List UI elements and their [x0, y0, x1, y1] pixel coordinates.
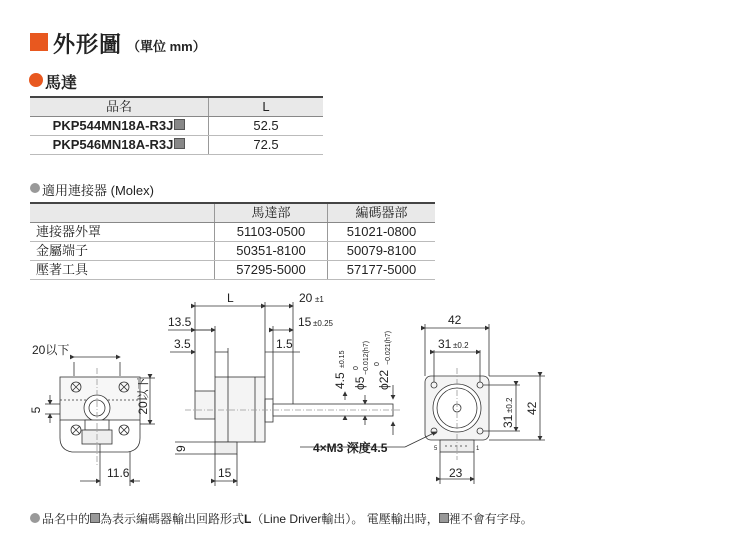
- table-cell: 連接器外罩: [30, 223, 215, 242]
- dim-label: 20以下: [136, 377, 150, 415]
- page-title: 外形圖: [53, 32, 123, 57]
- placeholder-square-icon: [174, 138, 185, 149]
- dim-label: 4.5: [333, 372, 347, 389]
- footnote-text: 品名中的: [42, 512, 91, 526]
- connector-heading: 適用連接器 (Molex): [42, 183, 154, 198]
- dim-tol: ±1: [315, 295, 324, 304]
- table-cell: 51021-0800: [328, 223, 436, 242]
- placeholder-square-icon: [439, 513, 449, 523]
- dim-label: 9: [174, 445, 188, 452]
- screw-note: 4×M3 深度4.5: [313, 441, 388, 455]
- dim-label: 15: [218, 466, 232, 480]
- table-cell: 57177-5000: [328, 261, 436, 280]
- table-cell: 金屬端子: [30, 242, 215, 261]
- table-cell: 52.5: [209, 117, 324, 136]
- dim-tol: −0.021(h7): [385, 330, 392, 365]
- dim-label: 3.5: [174, 337, 191, 351]
- pin-label: 1: [476, 446, 480, 452]
- footnote-bold: L: [244, 512, 252, 526]
- bullet-icon: [29, 73, 43, 87]
- dim-tol: ±0.15: [339, 350, 346, 368]
- dim-tol: 0: [353, 366, 360, 370]
- dim-tol: 0: [374, 362, 381, 366]
- dim-label: ϕ22: [377, 369, 391, 390]
- motor-table: [30, 96, 323, 155]
- table-cell: 50079-8100: [328, 242, 436, 261]
- dim-label: 13.5: [168, 315, 192, 329]
- dim-label: 11.6: [107, 466, 130, 480]
- dim-label: 20: [299, 291, 313, 305]
- title-marker: [30, 33, 48, 51]
- dim-label: 31: [438, 337, 452, 351]
- dim-label: 42: [448, 313, 462, 327]
- placeholder-square-icon: [90, 513, 100, 523]
- placeholder-square-icon: [174, 119, 185, 130]
- table-row: [30, 261, 435, 280]
- footnote: [42, 510, 533, 527]
- unit-label: （單位 mm）: [127, 39, 206, 54]
- table-row: [30, 242, 435, 261]
- table-row: [30, 223, 435, 242]
- dim-label: 1.5: [276, 337, 293, 351]
- encoder-front-view: [45, 357, 155, 486]
- dim-label: 23: [449, 466, 463, 480]
- column-header: 馬達部: [215, 203, 328, 223]
- dim-tol: ±0.2: [505, 397, 514, 413]
- table-header-row: [30, 203, 435, 223]
- table-cell: 57295-5000: [215, 261, 328, 280]
- footnote-text: （Line Driver輸出）。 電壓輸出時，: [251, 512, 439, 526]
- dim-tol: −0.012(h7): [363, 340, 370, 375]
- footnote-text: 裡不會有字母。: [448, 512, 533, 526]
- motor-side-view: [168, 302, 400, 486]
- dim-tol: ±0.25: [313, 319, 333, 328]
- connector-table: [30, 202, 435, 280]
- dimension-drawing: [0, 280, 740, 490]
- column-header: 編碼器部: [328, 203, 436, 223]
- motor-heading: 馬達: [45, 75, 78, 92]
- dim-label: L: [227, 291, 234, 305]
- column-header: 品名: [30, 97, 209, 117]
- footnote-text: 為表示編碼器輸出回路形式: [100, 512, 245, 526]
- table-cell: 壓著工具: [30, 261, 215, 280]
- pin-label: 5: [434, 446, 438, 452]
- bullet-icon: [30, 513, 40, 523]
- table-cell: 50351-8100: [215, 242, 328, 261]
- table-cell: 72.5: [209, 136, 324, 155]
- model-name: PKP546MN18A-R3J: [52, 137, 174, 152]
- dim-label: 31: [501, 414, 515, 428]
- table-row: [30, 117, 323, 136]
- column-header: L: [209, 97, 324, 117]
- dim-label: 20以下: [32, 343, 70, 357]
- table-header-row: [30, 97, 323, 117]
- dim-label: ϕ5: [353, 376, 367, 390]
- model-name: PKP544MN18A-R3J: [52, 118, 174, 133]
- bullet-icon: [30, 183, 40, 193]
- dim-label: 15: [298, 315, 312, 329]
- dim-tol: ±0.2: [453, 341, 469, 350]
- table-cell: [30, 117, 209, 136]
- table-cell: 51103-0500: [215, 223, 328, 242]
- dim-label: 5: [29, 406, 43, 414]
- table-row: [30, 136, 323, 155]
- dim-label: 42: [525, 401, 539, 415]
- column-header: [30, 203, 215, 223]
- table-cell: [30, 136, 209, 155]
